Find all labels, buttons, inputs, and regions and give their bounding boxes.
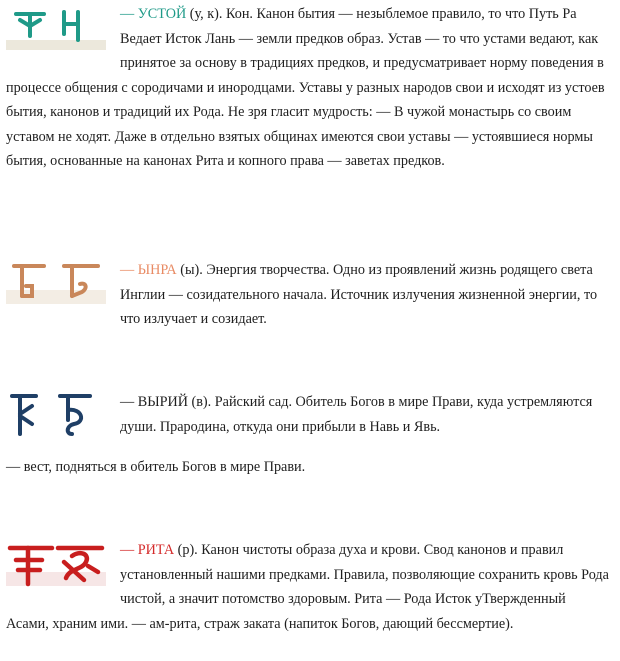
entry-definition: Кон. Канон бытия — незыблемое правило, то что Путь Ра Ведает Исток Лань — земли предков образ. Устав — то что устами ведают, как принятое за основу в традициях предков, и предусматривает норму поведения в процессе общения с сородичами и инородцами. Уставы у разных народов свои и исходят из устоев бытия, канонов и традиций их Рода. Не зря гласит мудрость: — В чужой монастырь со своим уставом не ходят. Даже в отдельно взятых общинах имеются свои уставы — устоявшиеся нормы бытия, основанные на канонах Рита и копного права — заветах предков. bbox=[6, 6, 605, 169]
entry-title: — РИТА bbox=[120, 542, 175, 558]
ustoy-rune-icon bbox=[6, 4, 106, 52]
entry-ynra bbox=[6, 258, 612, 332]
vyriy-rune-icon bbox=[6, 392, 106, 438]
ynra-rune-icon bbox=[6, 260, 106, 308]
entry-rita bbox=[6, 538, 612, 636]
entry-definition: Райский сад. Обитель Богов в мире Прави, куда устремляются души. Прародина, откуда они прибыли в Навь и Явь. bbox=[120, 394, 593, 435]
entry-grammar: (ы). bbox=[176, 262, 207, 278]
entry-grammar: (в). bbox=[187, 394, 215, 410]
entry-title: — ЫНРА bbox=[120, 262, 177, 278]
entry-title: — УСТОЙ bbox=[120, 6, 187, 22]
entry-ustoy bbox=[6, 2, 612, 174]
entry-vyriy-extra: — вест, подняться в обитель Богов в мире Прави. bbox=[6, 459, 306, 475]
entry-definition: Энергия творчества. Одно из проявлений жизнь родящего света Инглии — созидательного начала. Источник излучения жизненной энергии, то что излучает и созидает. bbox=[120, 262, 598, 327]
entry-title: — ВЫРИЙ bbox=[120, 394, 188, 410]
entry-definition: Канон чистоты образа духа и крови. Свод канонов и правил установленный нашими предками. Правила, позволяющие сохранить кровь Рода чистой, а значит потомство здоровым. Рита — Рода Исток уТвержденный Асами, храним ими. — ам-рита, страж заката (напиток Богов, дающий бессмертие). bbox=[6, 542, 609, 632]
entry-grammar: (р). bbox=[174, 542, 202, 558]
entry-vyriy bbox=[6, 390, 612, 480]
rita-rune-icon bbox=[6, 540, 106, 590]
entry-grammar: (у, к). bbox=[186, 6, 226, 22]
